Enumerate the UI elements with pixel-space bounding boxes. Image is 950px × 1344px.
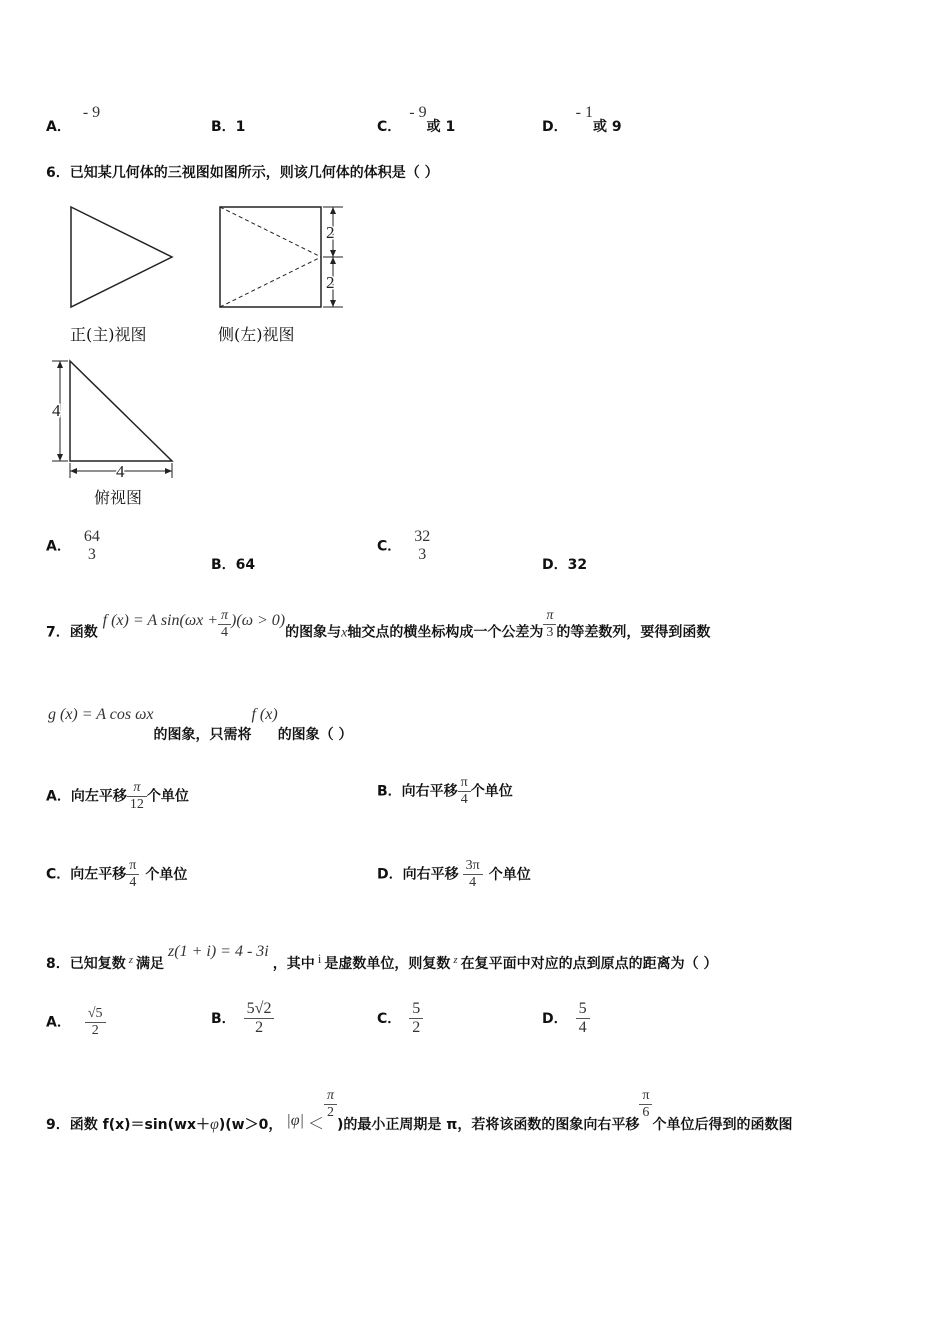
q7-option-d[interactable] xyxy=(377,858,531,891)
q7-option-a-label: A． xyxy=(46,788,71,805)
q5-option-a[interactable] xyxy=(46,104,101,136)
q8-i-var: i xyxy=(317,951,322,966)
q7-option-a-text: 向左平移 xyxy=(70,788,127,805)
q7-option-c[interactable] xyxy=(46,858,187,891)
q6-option-d-value: 32 xyxy=(567,557,588,573)
q7-option-c-label: C． xyxy=(46,866,71,883)
q9-c-pi: π xyxy=(324,1088,337,1105)
q8-option-c-fraction xyxy=(409,1000,423,1038)
q6-option-a-fraction xyxy=(81,528,103,565)
q7-option-c-numerator: π xyxy=(126,858,139,875)
q5-option-a-value: - 9 xyxy=(82,104,101,121)
q9-stem xyxy=(46,1088,793,1133)
q8-option-b-numerator: 5√2 xyxy=(244,1000,275,1019)
q9-c-fraction xyxy=(324,1088,337,1121)
q7-option-a-fraction xyxy=(127,780,147,813)
q6-option-b[interactable] xyxy=(211,554,255,574)
q8-option-b-fraction xyxy=(244,1000,275,1038)
q8-mid1: 满足 xyxy=(136,956,165,972)
q7-option-d-fraction xyxy=(463,858,483,891)
q7-option-a[interactable] xyxy=(46,780,189,813)
q5-option-d-label: D． xyxy=(542,119,568,135)
q7-d-fraction xyxy=(543,608,556,641)
q7-stem-line2 xyxy=(48,706,353,743)
q8-option-c-label: C． xyxy=(377,1010,402,1027)
q8-z2: z xyxy=(453,954,458,966)
q7-option-a-denominator: 12 xyxy=(129,797,144,813)
q6-front-view-caption: 正(主)视图 xyxy=(70,325,147,344)
q8-option-a-fraction xyxy=(85,1006,106,1039)
q6-option-c-numerator: 32 xyxy=(414,528,431,545)
q7-option-b-numerator: π xyxy=(458,775,471,792)
q6-option-a-label: A． xyxy=(46,538,71,555)
q5-option-b[interactable] xyxy=(211,116,245,136)
q7-option-c-unit: 个单位 xyxy=(145,866,188,883)
q8-option-b-label: B． xyxy=(211,1010,236,1027)
q7-f-lhs: f (x) = A sin(ωx + xyxy=(102,611,219,629)
q8-option-c[interactable] xyxy=(377,1000,423,1038)
q7-option-d-label: D． xyxy=(377,866,403,883)
q9-c-two: 2 xyxy=(327,1105,335,1121)
q8-mid3: 是虚数单位，则复数 xyxy=(324,956,451,972)
q7-option-a-unit: 个单位 xyxy=(146,788,189,805)
q9-tail: 个单位后得到的函数图 xyxy=(652,1116,793,1133)
q6-side-dim-upper: 2 xyxy=(326,223,335,242)
q7-fx: f (x) xyxy=(251,706,278,723)
q8-option-d-denominator: 4 xyxy=(578,1019,587,1037)
q7-option-d-numerator: 3π xyxy=(463,858,483,875)
q6-option-a[interactable] xyxy=(46,528,103,565)
q7-option-d-text: 向右平移 xyxy=(402,866,459,883)
q7-f-rhs: )(ω > 0) xyxy=(231,611,286,629)
q6-stem: 6．已知某几何体的三视图如图所示，则该几何体的体积是（ ） xyxy=(46,165,439,181)
q7-g-expr: g (x) = A cos ωx xyxy=(48,706,154,723)
q5-option-c[interactable] xyxy=(377,104,456,136)
q7-option-c-denominator: 4 xyxy=(129,875,137,891)
q7-prefix: 7．函数 xyxy=(46,624,98,641)
q8-option-d-label: D． xyxy=(542,1010,568,1027)
q7-f-fraction xyxy=(218,608,231,641)
q8-z1: z xyxy=(128,954,134,966)
q6-option-b-value: 64 xyxy=(235,557,256,573)
q6-option-d[interactable] xyxy=(542,554,587,574)
q7-option-b-fraction xyxy=(458,775,471,808)
q6-side-dim-lower: 2 xyxy=(326,273,335,292)
q7-option-a-numerator: π xyxy=(127,780,147,797)
q7-mid2: 轴交点的横坐标构成一个公差为 xyxy=(347,624,544,641)
q9-phi: φ xyxy=(210,1115,219,1133)
q7-option-d-denominator: 4 xyxy=(469,875,477,891)
q6-top-view-caption: 俯视图 xyxy=(94,488,143,507)
q6-option-c-fraction xyxy=(411,528,433,565)
q6-top-view-figure xyxy=(48,354,180,479)
q6-side-view-figure xyxy=(212,200,352,315)
q8-option-d[interactable] xyxy=(542,1000,590,1038)
q8-option-a-label: A． xyxy=(46,1014,71,1031)
q9-mid1: )(w＞0， xyxy=(218,1116,283,1133)
q7-option-b-text: 向右平移 xyxy=(401,783,458,800)
q5-option-c-suffix: 或 1 xyxy=(426,119,456,135)
q5-option-c-label: C． xyxy=(377,119,402,135)
q6-option-a-denominator: 3 xyxy=(87,546,96,564)
q9-s-six: 6 xyxy=(642,1105,650,1121)
q5-option-b-value: 1 xyxy=(235,119,246,135)
q8-eq: z(1 + i) = 4 - 3i xyxy=(168,943,269,960)
q9-lt: ＜ xyxy=(308,1115,325,1133)
q7-d-pi: π xyxy=(543,608,556,625)
q5-option-d[interactable] xyxy=(542,104,622,136)
q7-x-var: x xyxy=(341,625,348,641)
q8-option-b[interactable] xyxy=(211,1000,274,1038)
q9-prefix: 9．函数 f(x)＝sin(wx＋ xyxy=(46,1116,210,1133)
q7-f-four: 4 xyxy=(221,625,229,641)
q8-option-a-numerator: √5 xyxy=(85,1006,106,1023)
q8-option-c-denominator: 2 xyxy=(412,1019,421,1037)
q8-option-a-denominator: 2 xyxy=(91,1023,99,1039)
q7-line2-mid: 的图象，只需将 xyxy=(153,727,252,743)
q7-option-c-text: 向左平移 xyxy=(70,866,127,883)
q6-top-dim-height: 4 xyxy=(52,401,61,420)
q5-option-b-label: B． xyxy=(211,119,236,135)
q9-s-fraction xyxy=(639,1088,652,1121)
q7-option-c-fraction xyxy=(126,858,139,891)
q7-option-b-denominator: 4 xyxy=(460,792,468,808)
q8-option-d-numerator: 5 xyxy=(576,1000,590,1019)
q5-option-d-value: - 1 xyxy=(575,104,593,121)
q6-option-c-denominator: 3 xyxy=(418,546,427,564)
q5-option-c-value: - 9 xyxy=(409,104,427,121)
q8-option-b-denominator: 2 xyxy=(255,1019,264,1037)
q7-line2-tail: 的图象（ ） xyxy=(277,727,353,743)
q7-option-b[interactable] xyxy=(377,775,513,808)
q5-option-d-suffix: 或 9 xyxy=(592,119,622,135)
q8-mid2: ，其中 xyxy=(272,956,315,972)
q8-option-c-numerator: 5 xyxy=(409,1000,423,1019)
q8-stem xyxy=(46,943,718,973)
q9-mid2: )的最小正周期是 π，若将该函数的图象向右平移 xyxy=(337,1116,640,1133)
q6-option-c[interactable] xyxy=(377,528,433,565)
q7-d-three: 3 xyxy=(546,625,554,641)
q7-stem-line1 xyxy=(46,608,711,649)
q6-option-c-label: C． xyxy=(377,538,402,555)
q7-f-pi: π xyxy=(218,608,231,625)
q6-option-b-label: B． xyxy=(211,557,236,573)
q8-prefix: 8．已知复数 xyxy=(46,956,126,972)
q7-option-b-label: B． xyxy=(377,783,402,800)
q6-side-view-caption: 侧(左)视图 xyxy=(218,325,295,344)
q6-top-dim-width: 4 xyxy=(116,462,125,479)
q8-tail: 在复平面中对应的点到原点的距离为（ ） xyxy=(460,956,718,972)
q9-abs-phi: |φ| xyxy=(286,1111,304,1129)
q6-front-view-figure xyxy=(64,200,184,315)
q6-option-d-label: D． xyxy=(542,557,568,573)
q9-s-pi: π xyxy=(639,1088,652,1105)
q8-option-a[interactable] xyxy=(46,1006,106,1039)
q8-option-d-fraction xyxy=(576,1000,590,1038)
q5-option-a-label: A． xyxy=(46,119,71,135)
q7-tail: 的等差数列，要得到函数 xyxy=(556,624,711,641)
q7-option-d-unit: 个单位 xyxy=(488,866,531,883)
q7-option-b-unit: 个单位 xyxy=(470,783,513,800)
q7-mid1: 的图象与 xyxy=(285,624,342,641)
q6-option-a-numerator: 64 xyxy=(83,528,100,545)
